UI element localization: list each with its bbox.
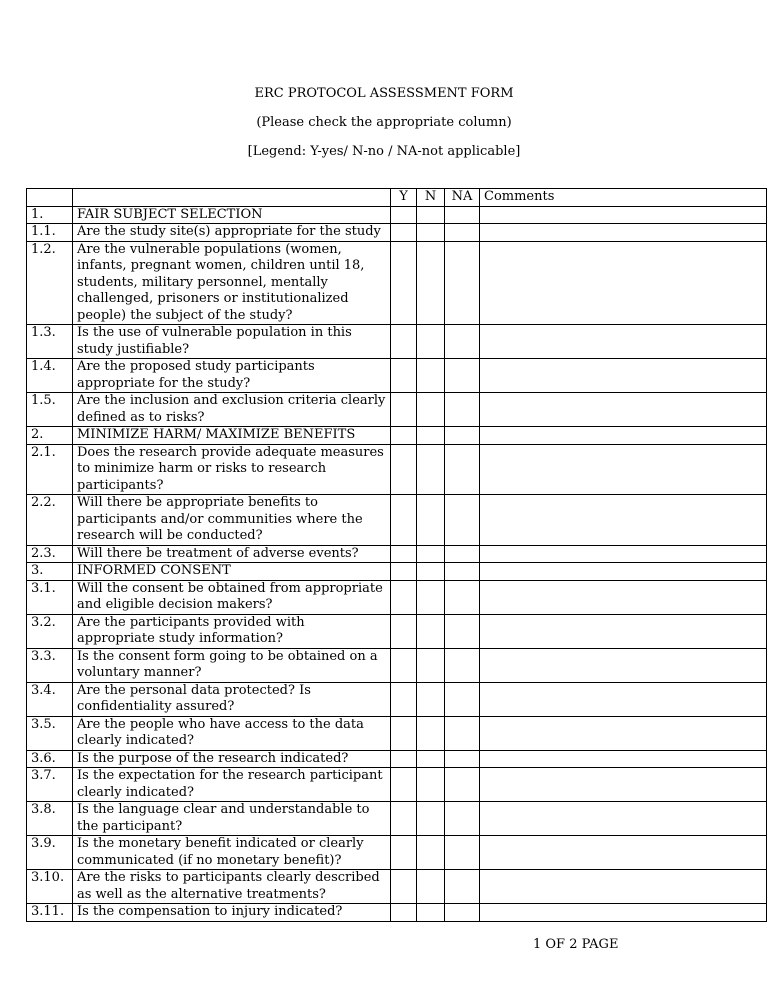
no-checkbox-cell[interactable] <box>417 614 445 648</box>
row-number: 2.3. <box>27 545 73 563</box>
row-number: 3.7. <box>27 768 73 802</box>
yes-checkbox-cell[interactable] <box>391 427 417 445</box>
row-question: Is the language clear and understandable to the participant? <box>73 802 391 836</box>
row-number: 3.8. <box>27 802 73 836</box>
na-checkbox-cell[interactable] <box>445 427 480 445</box>
row-number: 1.4. <box>27 359 73 393</box>
table-row <box>27 393 767 427</box>
no-checkbox-cell[interactable] <box>417 241 445 325</box>
header-not-applicable: NA <box>445 189 480 207</box>
yes-checkbox-cell[interactable] <box>391 648 417 682</box>
comments-cell[interactable] <box>480 750 767 768</box>
header-question <box>73 189 391 207</box>
table-row <box>27 682 767 716</box>
row-number: 3.3. <box>27 648 73 682</box>
yes-checkbox-cell[interactable] <box>391 750 417 768</box>
comments-cell[interactable] <box>480 444 767 495</box>
comments-cell[interactable] <box>480 580 767 614</box>
no-checkbox-cell[interactable] <box>417 444 445 495</box>
na-checkbox-cell[interactable] <box>445 904 480 922</box>
row-question: Will there be appropriate benefits to participants and/or communities where the research will be conducted? <box>73 495 391 546</box>
yes-checkbox-cell[interactable] <box>391 206 417 224</box>
yes-checkbox-cell[interactable] <box>391 224 417 242</box>
row-number: 1.3. <box>27 325 73 359</box>
yes-checkbox-cell[interactable] <box>391 716 417 750</box>
na-checkbox-cell[interactable] <box>445 393 480 427</box>
table-row <box>27 359 767 393</box>
comments-cell[interactable] <box>480 682 767 716</box>
no-checkbox-cell[interactable] <box>417 870 445 904</box>
form-legend: [Legend: Y-yes/ N-no / NA-not applicable] <box>247 144 521 159</box>
na-checkbox-cell[interactable] <box>445 716 480 750</box>
no-checkbox-cell[interactable] <box>417 427 445 445</box>
no-checkbox-cell[interactable] <box>417 802 445 836</box>
no-checkbox-cell[interactable] <box>417 836 445 870</box>
comments-cell[interactable] <box>480 836 767 870</box>
no-checkbox-cell[interactable] <box>417 768 445 802</box>
yes-checkbox-cell[interactable] <box>391 241 417 325</box>
row-question: Are the risks to participants clearly described as well as the alternative treatments? <box>73 870 391 904</box>
table-row <box>27 648 767 682</box>
assessment-table <box>26 188 767 922</box>
comments-cell[interactable] <box>480 359 767 393</box>
table-header-row <box>27 189 767 207</box>
row-number: 2.1. <box>27 444 73 495</box>
row-number: 3.11. <box>27 904 73 922</box>
na-checkbox-cell[interactable] <box>445 224 480 242</box>
na-checkbox-cell[interactable] <box>445 682 480 716</box>
no-checkbox-cell[interactable] <box>417 206 445 224</box>
table-row <box>27 427 767 445</box>
row-number: 1.5. <box>27 393 73 427</box>
no-checkbox-cell[interactable] <box>417 648 445 682</box>
yes-checkbox-cell[interactable] <box>391 359 417 393</box>
no-checkbox-cell[interactable] <box>417 716 445 750</box>
yes-checkbox-cell[interactable] <box>391 393 417 427</box>
comments-cell[interactable] <box>480 614 767 648</box>
table-row <box>27 206 767 224</box>
header-number <box>27 189 73 207</box>
table-row <box>27 768 767 802</box>
comments-cell[interactable] <box>480 802 767 836</box>
na-checkbox-cell[interactable] <box>445 648 480 682</box>
form-title: ERC PROTOCOL ASSESSMENT FORM <box>254 86 514 101</box>
table-row <box>27 495 767 546</box>
yes-checkbox-cell[interactable] <box>391 325 417 359</box>
header-no: N <box>417 189 445 207</box>
row-question: Will the consent be obtained from appropriate and eligible decision makers? <box>73 580 391 614</box>
no-checkbox-cell[interactable] <box>417 563 445 581</box>
yes-checkbox-cell[interactable] <box>391 545 417 563</box>
header-yes: Y <box>391 189 417 207</box>
yes-checkbox-cell[interactable] <box>391 563 417 581</box>
comments-cell[interactable] <box>480 495 767 546</box>
row-number: 3.4. <box>27 682 73 716</box>
yes-checkbox-cell[interactable] <box>391 870 417 904</box>
na-checkbox-cell[interactable] <box>445 768 480 802</box>
na-checkbox-cell[interactable] <box>445 750 480 768</box>
row-number: 3.2. <box>27 614 73 648</box>
na-checkbox-cell[interactable] <box>445 545 480 563</box>
comments-cell[interactable] <box>480 224 767 242</box>
na-checkbox-cell[interactable] <box>445 444 480 495</box>
comments-cell[interactable] <box>480 545 767 563</box>
row-number: 3.6. <box>27 750 73 768</box>
comments-cell[interactable] <box>480 904 767 922</box>
no-checkbox-cell[interactable] <box>417 359 445 393</box>
table-row <box>27 224 767 242</box>
na-checkbox-cell[interactable] <box>445 563 480 581</box>
comments-cell[interactable] <box>480 241 767 325</box>
table-row <box>27 614 767 648</box>
table-row <box>27 545 767 563</box>
yes-checkbox-cell[interactable] <box>391 904 417 922</box>
comments-cell[interactable] <box>480 768 767 802</box>
na-checkbox-cell[interactable] <box>445 241 480 325</box>
table-row <box>27 750 767 768</box>
row-number: 3.1. <box>27 580 73 614</box>
no-checkbox-cell[interactable] <box>417 580 445 614</box>
row-question: Does the research provide adequate measures to minimize harm or risks to research participants? <box>73 444 391 495</box>
row-question: FAIR SUBJECT SELECTION <box>73 206 391 224</box>
row-number: 1. <box>27 206 73 224</box>
row-question: Is the expectation for the research participant clearly indicated? <box>73 768 391 802</box>
comments-cell[interactable] <box>480 716 767 750</box>
row-question: INFORMED CONSENT <box>73 563 391 581</box>
comments-cell[interactable] <box>480 206 767 224</box>
row-question: Are the personal data protected? Is confidentiality assured? <box>73 682 391 716</box>
yes-checkbox-cell[interactable] <box>391 580 417 614</box>
header-comments: Comments <box>480 189 767 207</box>
yes-checkbox-cell[interactable] <box>391 682 417 716</box>
table-row <box>27 870 767 904</box>
no-checkbox-cell[interactable] <box>417 325 445 359</box>
row-number: 3.5. <box>27 716 73 750</box>
na-checkbox-cell[interactable] <box>445 580 480 614</box>
row-number: 3.10. <box>27 870 73 904</box>
na-checkbox-cell[interactable] <box>445 495 480 546</box>
comments-cell[interactable] <box>480 427 767 445</box>
row-question: Is the use of vulnerable population in this study justifiable? <box>73 325 391 359</box>
yes-checkbox-cell[interactable] <box>391 802 417 836</box>
yes-checkbox-cell[interactable] <box>391 444 417 495</box>
table-row <box>27 325 767 359</box>
na-checkbox-cell[interactable] <box>445 870 480 904</box>
comments-cell[interactable] <box>480 563 767 581</box>
page-number: 1 OF 2 PAGE <box>533 937 619 952</box>
na-checkbox-cell[interactable] <box>445 614 480 648</box>
no-checkbox-cell[interactable] <box>417 750 445 768</box>
na-checkbox-cell[interactable] <box>445 836 480 870</box>
na-checkbox-cell[interactable] <box>445 325 480 359</box>
no-checkbox-cell[interactable] <box>417 224 445 242</box>
table-row <box>27 904 767 922</box>
yes-checkbox-cell[interactable] <box>391 614 417 648</box>
table-row <box>27 836 767 870</box>
row-question: Are the study site(s) appropriate for the study <box>73 224 391 242</box>
table-row <box>27 580 767 614</box>
row-question: Are the participants provided with appropriate study information? <box>73 614 391 648</box>
row-number: 3.9. <box>27 836 73 870</box>
yes-checkbox-cell[interactable] <box>391 495 417 546</box>
row-question: Will there be treatment of adverse events? <box>73 545 391 563</box>
no-checkbox-cell[interactable] <box>417 495 445 546</box>
comments-cell[interactable] <box>480 393 767 427</box>
no-checkbox-cell[interactable] <box>417 904 445 922</box>
row-question: Is the compensation to injury indicated? <box>73 904 391 922</box>
row-number: 3. <box>27 563 73 581</box>
no-checkbox-cell[interactable] <box>417 393 445 427</box>
row-question: Are the inclusion and exclusion criteria clearly defined as to risks? <box>73 393 391 427</box>
yes-checkbox-cell[interactable] <box>391 836 417 870</box>
row-question: Are the people who have access to the data clearly indicated? <box>73 716 391 750</box>
row-number: 1.1. <box>27 224 73 242</box>
row-question: Are the proposed study participants appropriate for the study? <box>73 359 391 393</box>
row-number: 1.2. <box>27 241 73 325</box>
table-row <box>27 716 767 750</box>
no-checkbox-cell[interactable] <box>417 682 445 716</box>
yes-checkbox-cell[interactable] <box>391 768 417 802</box>
comments-cell[interactable] <box>480 325 767 359</box>
row-number: 2. <box>27 427 73 445</box>
comments-cell[interactable] <box>480 870 767 904</box>
row-question: MINIMIZE HARM/ MAXIMIZE BENEFITS <box>73 427 391 445</box>
comments-cell[interactable] <box>480 648 767 682</box>
no-checkbox-cell[interactable] <box>417 545 445 563</box>
table-row <box>27 802 767 836</box>
na-checkbox-cell[interactable] <box>445 206 480 224</box>
table-row <box>27 241 767 325</box>
row-question: Is the monetary benefit indicated or clearly communicated (if no monetary benefit)? <box>73 836 391 870</box>
table-row <box>27 444 767 495</box>
row-question: Is the purpose of the research indicated? <box>73 750 391 768</box>
na-checkbox-cell[interactable] <box>445 802 480 836</box>
table-row <box>27 563 767 581</box>
row-number: 2.2. <box>27 495 73 546</box>
row-question: Are the vulnerable populations (women, infants, pregnant women, children until 18, students, military personnel, mentally challenged, prisoners or institutionalized people) the subject of the study? <box>73 241 391 325</box>
row-question: Is the consent form going to be obtained on a voluntary manner? <box>73 648 391 682</box>
form-instruction: (Please check the appropriate column) <box>256 115 512 130</box>
na-checkbox-cell[interactable] <box>445 359 480 393</box>
